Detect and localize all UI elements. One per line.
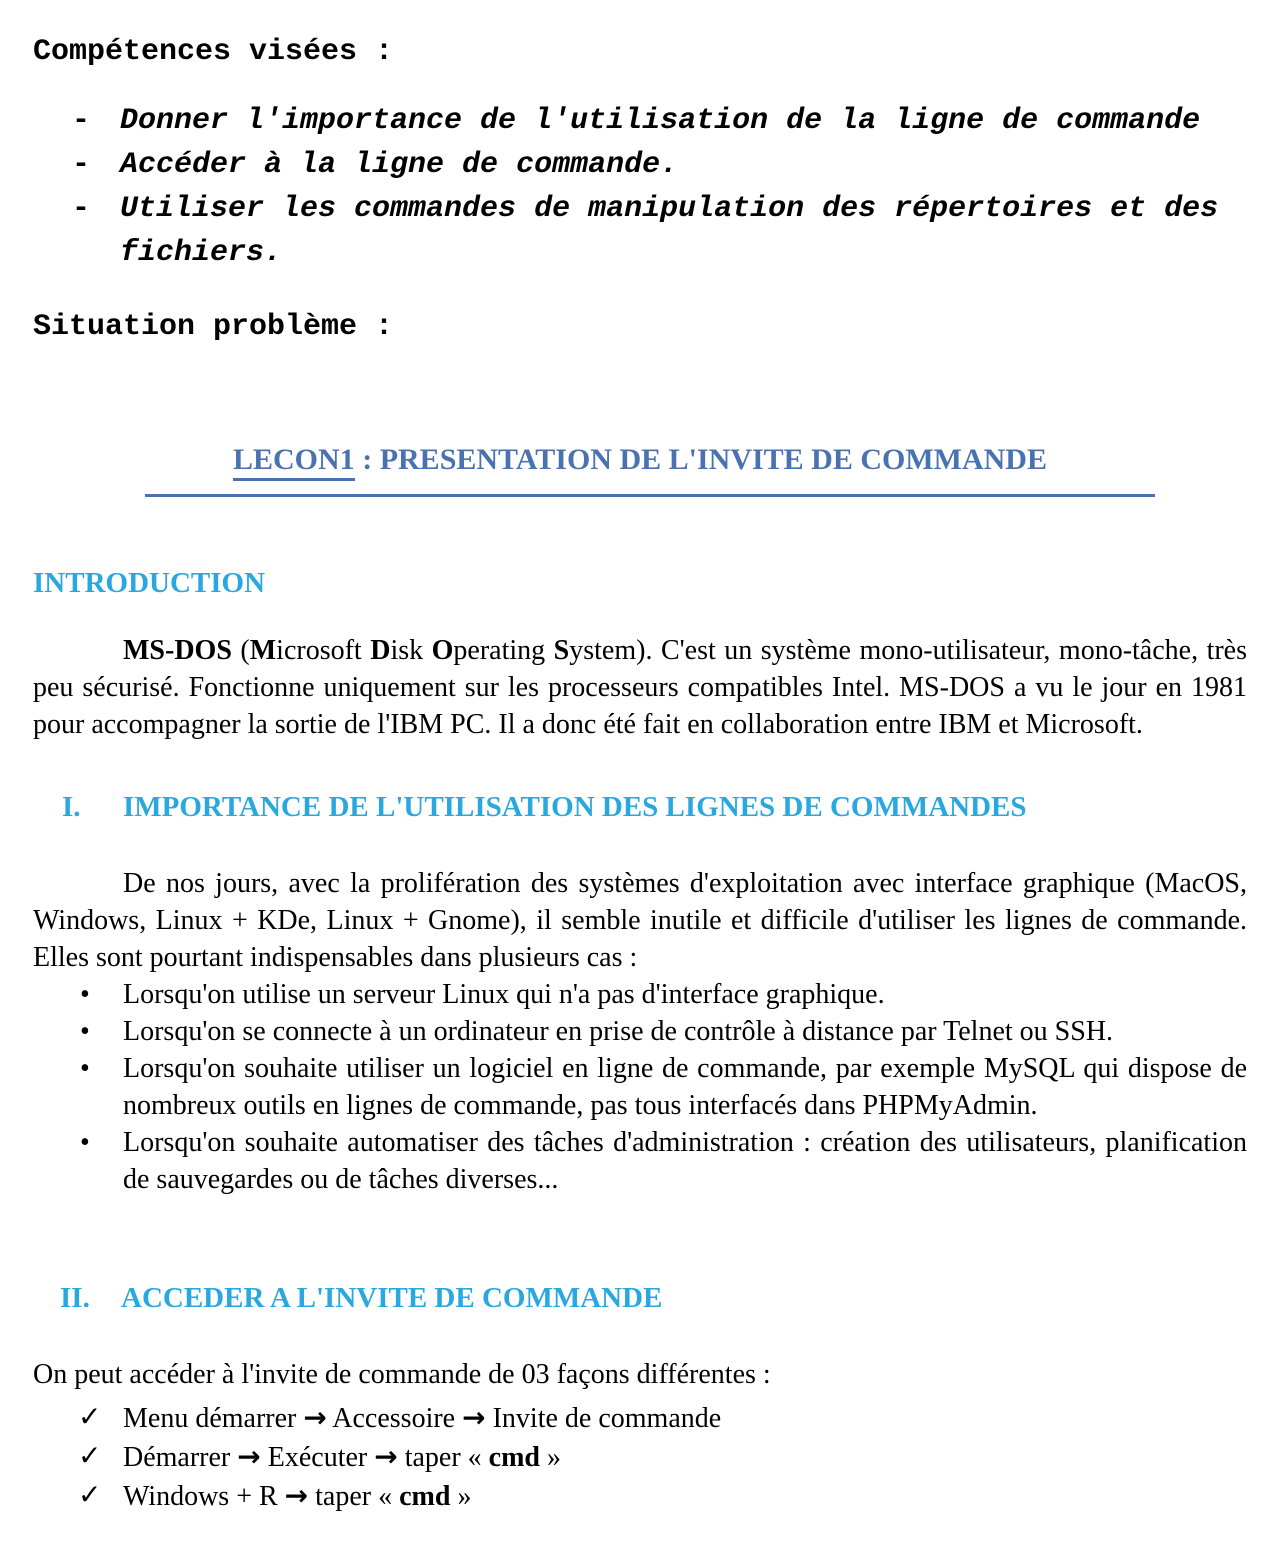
introduction-heading: INTRODUCTION (33, 567, 266, 599)
dash-marker: - (72, 192, 91, 226)
title-rule (145, 494, 1155, 497)
section2-heading (60, 1282, 1247, 1314)
bullet-marker: • (80, 1016, 90, 1047)
check-icon: ✓ (78, 1480, 102, 1511)
section2-number: II. (60, 1282, 90, 1314)
bullet-text: Lorsqu'on souhaite automatiser des tâches d'administration : création des utilisateurs, planification de sauvegardes ou de tâches diverses... (123, 1127, 1247, 1195)
check-text: Menu démarrer → Accessoire → Invite de commande (123, 1401, 722, 1434)
check-icon: ✓ (78, 1402, 102, 1433)
check-text: Démarrer → Exécuter → taper « cmd » (123, 1440, 561, 1473)
situation-heading: Situation problème : (33, 310, 394, 344)
check-item (78, 1477, 1247, 1516)
objective-item (72, 187, 1247, 275)
lesson-separator: : (354, 443, 380, 476)
section1-heading (62, 791, 1247, 823)
objective-item (72, 99, 1247, 143)
dash-marker: - (72, 104, 91, 138)
section1-title: IMPORTANCE DE L'UTILISATION DES LIGNES DE COMMANDES (123, 791, 1027, 823)
bullet-text: Lorsqu'on souhaite utiliser un logiciel en ligne de commande, par exemple MySQL qui dispose de nombreux outils en lignes de commande, pas tous interfacés dans PHPMyAdmin. (123, 1053, 1247, 1121)
section1-paragraph: De nos jours, avec la prolifération des systèmes d'exploitation avec interface graphique (MacOS, Windows, Linux + KDe, Linux + Gnome), il semble inutile et difficile d'utiliser les lignes de commande. Elles sont pourtant indispensables dans plusieurs cas : (33, 868, 1247, 973)
check-item (78, 1438, 1247, 1477)
check-item (78, 1399, 1247, 1438)
bullet-text: Lorsqu'on se connecte à un ordinateur en prise de contrôle à distance par Telnet ou SSH. (123, 1016, 1114, 1047)
bullet-item (80, 976, 1247, 1013)
bullet-item (80, 1124, 1247, 1198)
section1-number: I. (62, 791, 81, 823)
introduction-paragraph: MS-DOS (Microsoft Disk Operating System). C'est un système mono-utilisateur, mono-tâche, très peu sécurisé. Fonctionne uniquement sur les processeurs compatibles Intel. MS-DOS a vu le jour en 1981 pour accompagner la sortie de l'IBM PC. Il a donc été fait en collaboration entre IBM et Microsoft. (33, 635, 1248, 740)
objective-text: Utiliser les commandes de manipulation des répertoires et des fichiers. (120, 192, 1219, 270)
bullet-list (80, 976, 1247, 1198)
section2-paragraph: On peut accéder à l'invite de commande de 03 façons différentes : (33, 1359, 771, 1390)
bullet-item (80, 1013, 1247, 1050)
bullet-marker: • (80, 1127, 90, 1158)
bullet-text: Lorsqu'on utilise un serveur Linux qui n'a pas d'interface graphique. (123, 979, 885, 1010)
bullet-marker: • (80, 1053, 90, 1084)
dash-marker: - (72, 148, 91, 182)
lesson-title-text: PRESENTATION DE L'INVITE DE COMMANDE (379, 443, 1047, 476)
check-icon: ✓ (78, 1441, 102, 1472)
lesson-title (33, 440, 1247, 480)
section2-title: ACCEDER A L'INVITE DE COMMANDE (121, 1282, 663, 1314)
bullet-marker: • (80, 979, 90, 1010)
objective-text: Accéder à la ligne de commande. (120, 148, 679, 182)
objectives-list (72, 99, 1247, 275)
check-list (78, 1399, 1247, 1516)
objective-text: Donner l'importance de l'utilisation de la ligne de commande (120, 104, 1201, 138)
objectives-heading: Compétences visées : (33, 35, 394, 69)
lesson-label: LECON1 (233, 443, 355, 481)
check-text: Windows + R → taper « cmd » (123, 1479, 472, 1512)
bullet-item (80, 1050, 1247, 1124)
objective-item (72, 143, 1247, 187)
